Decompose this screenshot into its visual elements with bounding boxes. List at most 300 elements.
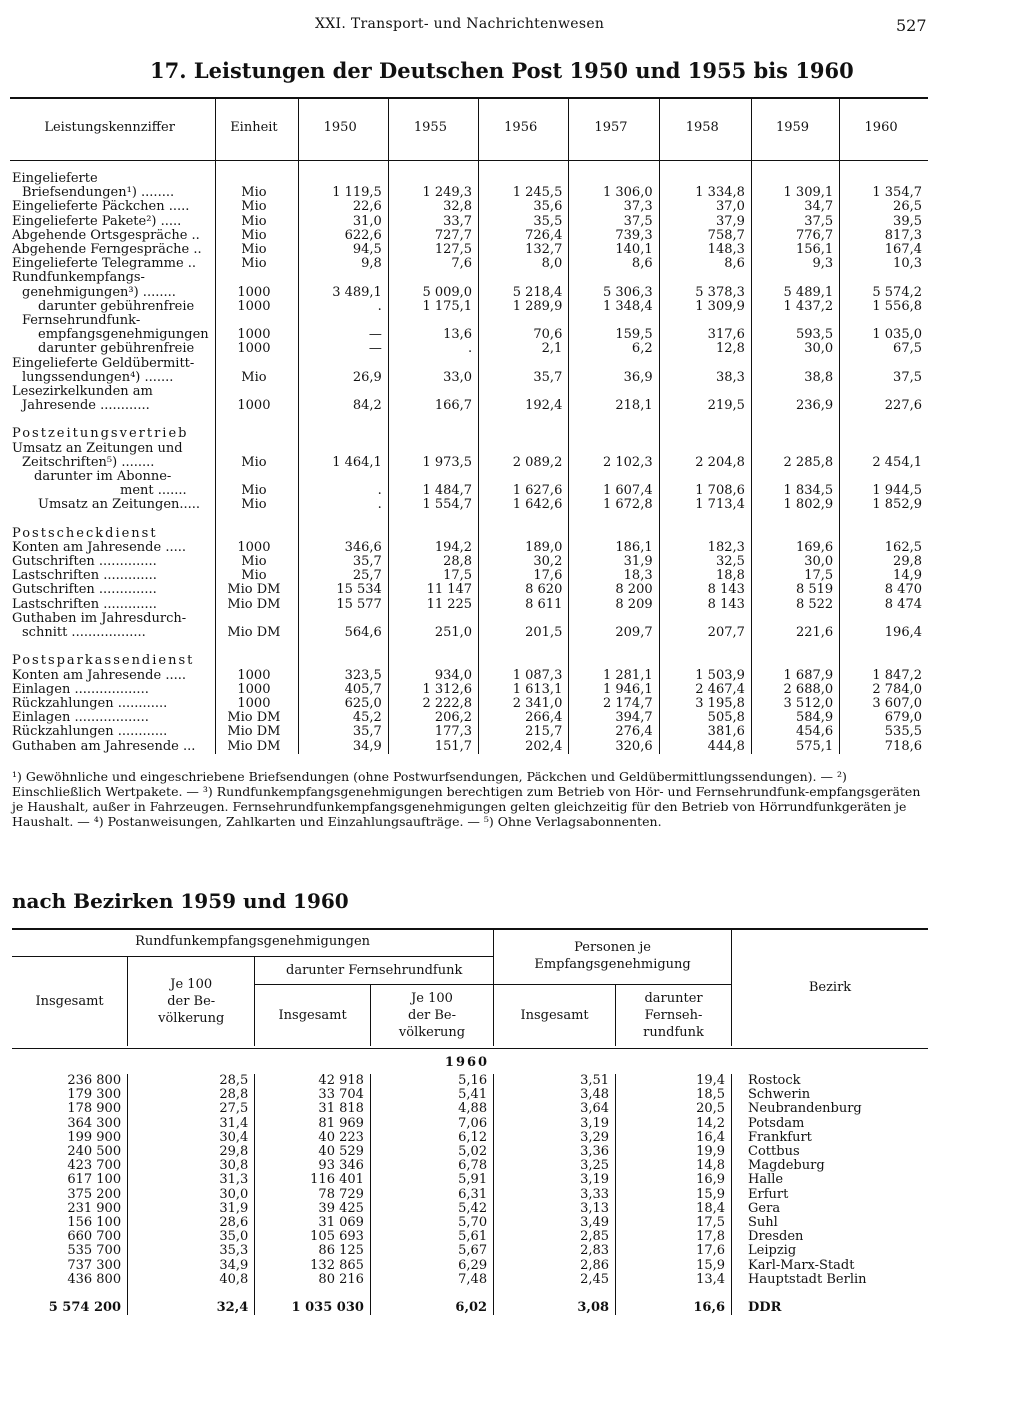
table-row — [12, 1145, 928, 1159]
value-cell: 19,9 — [616, 1145, 732, 1159]
value-cell: 16,9 — [616, 1173, 732, 1187]
value-cell: 37,3 — [569, 200, 659, 214]
value-cell: 5,91 — [370, 1173, 493, 1187]
value-cell: 1 973,5 — [388, 456, 478, 470]
row-label: schnitt .................. — [22, 625, 146, 641]
value-cell: 317,6 — [659, 328, 751, 342]
value-cell: 28,8 — [128, 1088, 255, 1102]
value-cell: 660 700 — [67, 1229, 122, 1245]
row-label: genehmigungen³) ........ — [22, 284, 176, 300]
row-label: Briefsendungen¹) ........ — [22, 185, 175, 201]
value-cell: 84,2 — [298, 399, 388, 413]
value-cell: . — [388, 342, 478, 356]
value-cell: 251,0 — [388, 626, 478, 640]
value-cell: 40,8 — [128, 1273, 255, 1287]
value-cell: 28,6 — [128, 1216, 255, 1230]
unit-cell: Mio DM — [216, 626, 298, 640]
spacer-row — [10, 513, 928, 527]
value-cell: 737 300 — [67, 1257, 122, 1273]
value-cell: 178 900 — [67, 1101, 122, 1117]
value-cell: 31,4 — [128, 1117, 255, 1131]
value-cell: 1 249,3 — [388, 186, 478, 200]
table-row — [12, 1259, 928, 1273]
value-cell: 30,8 — [128, 1159, 255, 1173]
value-cell: 934,0 — [388, 669, 478, 683]
value-cell: 3,19 — [494, 1173, 616, 1187]
row-label-line1: Eingelieferte Geldübermitt- — [12, 355, 195, 371]
value-cell: 5 378,3 — [659, 286, 751, 300]
value-cell: 15,9 — [616, 1259, 732, 1273]
value-cell: 15 534 — [298, 583, 388, 597]
value-cell: 231 900 — [67, 1200, 122, 1216]
row-label: Gutschriften .............. — [12, 554, 157, 570]
value-cell: 1 087,3 — [479, 669, 569, 683]
value-cell: 227,6 — [840, 399, 928, 413]
unit-cell: 1000 — [216, 328, 298, 342]
total-value: 1 035 030 — [255, 1287, 371, 1315]
value-cell: 35,7 — [298, 555, 388, 569]
value-cell: 1 309,9 — [659, 300, 751, 314]
table-row — [10, 484, 928, 498]
value-cell: 10,3 — [840, 257, 928, 271]
table-row — [10, 669, 928, 683]
value-cell: 8,6 — [569, 257, 659, 271]
table-row — [10, 300, 928, 314]
value-cell: 3,33 — [494, 1188, 616, 1202]
footnote-text: ¹) Gewöhnliche und eingeschriebene Briefsendungen (ohne Postwurfsendungen, Päckchen und Geldübermittlungssendungen). — ²) Einschließlich Wertpakete. — ³) Rundfunkempfangsgenehmigungen berechtigen zum Betrieb von Hör- und Fernsehrundfunk-empfangsgeräten je Haushalt, außer in Fahrzeugen. Fernsehrundfunkempfangsgenehmigungen gelten gleichzeitig für den Betrieb von Hörrundfunkgeräten je Haushalt. — ⁴) Postanweisungen, Zahlkarten und Einzahlungsaufträge. — ⁵) Ohne Verlagsabonnenten. — [12, 769, 921, 829]
value-cell: 17,6 — [479, 569, 569, 583]
row-label-line1: Eingelieferte — [12, 171, 98, 186]
row-label-line1: Rundfunkempfangs- — [12, 270, 145, 286]
value-cell: 5,02 — [370, 1145, 493, 1159]
bezirk-name: Erfurt — [732, 1188, 928, 1202]
value-cell: 5 306,3 — [569, 286, 659, 300]
value-cell: 201,5 — [479, 626, 569, 640]
row-label: Eingelieferte Telegramme .. — [12, 256, 197, 272]
value-cell: 6,29 — [370, 1259, 493, 1273]
value-cell: 215,7 — [479, 725, 569, 739]
value-cell: 1 802,9 — [751, 498, 839, 512]
value-cell: 35,6 — [479, 200, 569, 214]
value-cell: 8 474 — [840, 598, 928, 612]
value-cell: 30,0 — [751, 342, 839, 356]
value-cell: 679,0 — [840, 711, 928, 725]
bezirk-name: Magdeburg — [732, 1159, 928, 1173]
value-cell: 2 784,0 — [840, 683, 928, 697]
value-cell: 2,83 — [494, 1244, 616, 1258]
value-cell: 17,5 — [388, 569, 478, 583]
value-cell: 42 918 — [255, 1074, 371, 1088]
unit-cell: 1000 — [216, 683, 298, 697]
value-cell: 14,9 — [840, 569, 928, 583]
value-cell: 27,5 — [128, 1102, 255, 1116]
col-header: Leistungskennziffer — [44, 119, 175, 135]
unit-cell: Mio DM — [216, 583, 298, 597]
value-cell: 5,16 — [370, 1074, 493, 1088]
row-label: Jahresende ............ — [22, 398, 150, 414]
value-cell: 776,7 — [751, 229, 839, 243]
page-number: 527 — [896, 16, 927, 35]
value-cell: 3,49 — [494, 1216, 616, 1230]
bezirk-name: Neubrandenburg — [732, 1102, 928, 1116]
chapter-title: XXI. Transport- und Nachrichtenwesen — [315, 16, 605, 32]
value-cell: 394,7 — [569, 711, 659, 725]
table-row — [10, 541, 928, 555]
value-cell: 323,5 — [298, 669, 388, 683]
value-cell: 2 222,8 — [388, 697, 478, 711]
table2-title: nach Bezirken 1959 und 1960 — [12, 889, 349, 913]
col-header: Einheit — [216, 98, 298, 158]
value-cell: 564,6 — [298, 626, 388, 640]
value-cell: 11 147 — [388, 583, 478, 597]
value-cell: 4,88 — [370, 1102, 493, 1116]
row-label: Einlagen .................. — [12, 710, 149, 726]
value-cell: 1 348,4 — [569, 300, 659, 314]
value-cell: 320,6 — [569, 740, 659, 754]
value-cell: 12,8 — [659, 342, 751, 356]
value-cell: 105 693 — [255, 1230, 371, 1244]
value-cell: 3,13 — [494, 1202, 616, 1216]
table-row — [10, 257, 928, 271]
value-cell: 1 354,7 — [840, 186, 928, 200]
value-cell: 17,5 — [751, 569, 839, 583]
unit-cell: Mio — [216, 200, 298, 214]
total-label: DDR — [732, 1287, 928, 1315]
unit-cell: 1000 — [216, 697, 298, 711]
value-cell: 758,7 — [659, 229, 751, 243]
header-p-fernseh: darunter Fernseh- rundfunk — [616, 984, 732, 1046]
value-cell: 38,8 — [751, 371, 839, 385]
value-cell: 505,8 — [659, 711, 751, 725]
value-cell: 159,5 — [569, 328, 659, 342]
value-cell: 81 969 — [255, 1117, 371, 1131]
col-header: 1957 — [569, 98, 659, 158]
value-cell: 3 512,0 — [751, 697, 839, 711]
value-cell: 26,5 — [840, 200, 928, 214]
bezirk-name: Potsdam — [732, 1117, 928, 1131]
value-cell: 266,4 — [479, 711, 569, 725]
value-cell: 1 309,1 — [751, 186, 839, 200]
unit-cell: Mio — [216, 484, 298, 498]
table-row — [10, 328, 928, 342]
value-cell: 5,41 — [370, 1088, 493, 1102]
value-cell: 8 200 — [569, 583, 659, 597]
value-cell: 1 687,9 — [751, 669, 839, 683]
value-cell: 2 174,7 — [569, 697, 659, 711]
label-row — [10, 271, 928, 285]
value-cell: 584,9 — [751, 711, 839, 725]
value-cell: 182,3 — [659, 541, 751, 555]
value-cell: 9,3 — [751, 257, 839, 271]
unit-cell: Mio — [216, 229, 298, 243]
value-cell: 2 285,8 — [751, 456, 839, 470]
value-cell: 156 100 — [67, 1215, 122, 1231]
unit-cell: 1000 — [216, 669, 298, 683]
value-cell: 1 556,8 — [840, 300, 928, 314]
row-label-line1: Lesezirkelkunden am — [12, 384, 153, 400]
value-cell: 189,0 — [479, 541, 569, 555]
table-row — [12, 1074, 928, 1088]
value-cell: 454,6 — [751, 725, 839, 739]
value-cell: 2 688,0 — [751, 683, 839, 697]
row-label: Einlagen .................. — [12, 681, 149, 697]
value-cell: 381,6 — [659, 725, 751, 739]
value-cell: 1 281,1 — [569, 669, 659, 683]
value-cell: 444,8 — [659, 740, 751, 754]
value-cell: 28,5 — [128, 1074, 255, 1088]
value-cell: 31 069 — [255, 1216, 371, 1230]
section-title: Postzeitungsvertrieb — [12, 426, 189, 442]
bezirk-name: Leipzig — [732, 1244, 928, 1258]
value-cell: 29,8 — [128, 1145, 255, 1159]
section-title: Postscheckdienst — [12, 525, 158, 541]
value-cell: 1 484,7 — [388, 484, 478, 498]
value-cell: 3,29 — [494, 1131, 616, 1145]
header-bezirk: Bezirk — [732, 928, 928, 1046]
row-label: Rückzahlungen ............ — [12, 724, 168, 740]
value-cell: 28,8 — [388, 555, 478, 569]
unit-cell: Mio — [216, 371, 298, 385]
table-row — [12, 1244, 928, 1258]
value-cell: 18,8 — [659, 569, 751, 583]
value-cell: 1 306,0 — [569, 186, 659, 200]
value-cell: 45,2 — [298, 711, 388, 725]
row-label: empfangsgenehmigungen — [38, 327, 209, 343]
value-cell: 240 500 — [67, 1144, 122, 1160]
value-cell: 2,86 — [494, 1259, 616, 1273]
value-cell: 196,4 — [840, 626, 928, 640]
value-cell: 423 700 — [67, 1158, 122, 1174]
value-cell: 1 834,5 — [751, 484, 839, 498]
value-cell: 1 708,6 — [659, 484, 751, 498]
value-cell: 219,5 — [659, 399, 751, 413]
value-cell: 727,7 — [388, 229, 478, 243]
value-cell: 13,4 — [616, 1273, 732, 1287]
table2 — [12, 928, 928, 1315]
table-row — [10, 725, 928, 739]
value-cell: 30,0 — [128, 1188, 255, 1202]
value-cell: 575,1 — [751, 740, 839, 754]
value-cell: 80 216 — [255, 1273, 371, 1287]
value-cell: 1 503,9 — [659, 669, 751, 683]
value-cell: 17,6 — [616, 1244, 732, 1258]
label-row — [10, 314, 928, 328]
value-cell: 25,7 — [298, 569, 388, 583]
value-cell: 32,8 — [388, 200, 478, 214]
value-cell: 1 946,1 — [569, 683, 659, 697]
value-cell: 346,6 — [298, 541, 388, 555]
value-cell: 5 574,2 — [840, 286, 928, 300]
row-label: Zeitschriften⁵) ........ — [22, 454, 155, 470]
value-cell: 8,6 — [659, 257, 751, 271]
value-cell: 179 300 — [67, 1087, 122, 1103]
spacer-row — [10, 413, 928, 427]
value-cell: 817,3 — [840, 229, 928, 243]
label-row — [10, 442, 928, 456]
value-cell: 8 522 — [751, 598, 839, 612]
table-row — [12, 1230, 928, 1244]
value-cell: 192,4 — [479, 399, 569, 413]
value-cell: 5,67 — [370, 1244, 493, 1258]
value-cell: 162,5 — [840, 541, 928, 555]
value-cell: 86 125 — [255, 1244, 371, 1258]
value-cell: 1 464,1 — [298, 456, 388, 470]
unit-cell: Mio — [216, 243, 298, 257]
value-cell: 31,0 — [298, 215, 388, 229]
header-je100: Je 100 der Be- völkerung — [128, 956, 255, 1046]
table1-header-row — [10, 98, 928, 158]
header-rundfunk: Rundfunkempfangsgenehmigungen — [12, 928, 494, 956]
label-row — [10, 612, 928, 626]
value-cell: 167,4 — [840, 243, 928, 257]
bezirk-name: Gera — [732, 1202, 928, 1216]
total-value: 5 574 200 — [48, 1299, 122, 1315]
value-cell: 40 529 — [255, 1145, 371, 1159]
value-cell: 30,2 — [479, 555, 569, 569]
spacer-row — [10, 640, 928, 654]
value-cell: 364 300 — [67, 1115, 122, 1131]
value-cell: 8 143 — [659, 583, 751, 597]
value-cell: 8 519 — [751, 583, 839, 597]
value-cell: 20,5 — [616, 1102, 732, 1116]
value-cell: 2 454,1 — [840, 456, 928, 470]
value-cell: 36,9 — [569, 371, 659, 385]
col-header: 1956 — [479, 98, 569, 158]
value-cell: 199 900 — [67, 1129, 122, 1145]
value-cell: 148,3 — [659, 243, 751, 257]
bezirk-name: Rostock — [732, 1074, 928, 1088]
value-cell: 18,4 — [616, 1202, 732, 1216]
value-cell: 37,5 — [569, 215, 659, 229]
col-header: 1959 — [751, 98, 839, 158]
footnotes — [12, 769, 928, 829]
value-cell: 3 607,0 — [840, 697, 928, 711]
value-cell: 70,6 — [479, 328, 569, 342]
value-cell: . — [298, 484, 388, 498]
col-header: 1950 — [298, 98, 388, 158]
row-label: Eingelieferte Päckchen ..... — [12, 199, 190, 215]
value-cell: 535 700 — [67, 1243, 122, 1259]
header-fs-insgesamt: Insgesamt — [255, 984, 371, 1046]
row-label: darunter gebührenfreie — [38, 341, 195, 357]
value-cell: 6,31 — [370, 1188, 493, 1202]
value-cell: 617 100 — [67, 1172, 122, 1188]
value-cell: 39 425 — [255, 1202, 371, 1216]
section-row — [10, 527, 928, 541]
value-cell: 177,3 — [388, 725, 478, 739]
label-row — [10, 172, 928, 186]
value-cell: 2 102,3 — [569, 456, 659, 470]
row-label-line1: Fernsehrundfunk- — [22, 313, 141, 329]
value-cell: 156,1 — [751, 243, 839, 257]
value-cell: 30,0 — [751, 555, 839, 569]
total-row — [12, 1287, 928, 1315]
value-cell: 1 627,6 — [479, 484, 569, 498]
row-label-line1: Umsatz an Zeitungen und — [12, 440, 183, 456]
value-cell: — — [298, 342, 388, 356]
table-row — [12, 1159, 928, 1173]
value-cell: 1 613,1 — [479, 683, 569, 697]
row-label: Abgehende Ferngespräche .. — [12, 242, 202, 258]
table-row — [12, 1102, 928, 1116]
value-cell: 202,4 — [479, 740, 569, 754]
table-row — [10, 399, 928, 413]
table-row — [10, 711, 928, 725]
value-cell: 276,4 — [569, 725, 659, 739]
value-cell: 35,0 — [128, 1230, 255, 1244]
value-cell: 3,48 — [494, 1088, 616, 1102]
value-cell: 39,5 — [840, 215, 928, 229]
value-cell: 5 489,1 — [751, 286, 839, 300]
value-cell: 5 218,4 — [479, 286, 569, 300]
total-value: 16,6 — [616, 1287, 732, 1315]
value-cell: 1 312,6 — [388, 683, 478, 697]
table-row — [12, 1216, 928, 1230]
value-cell: 1 852,9 — [840, 498, 928, 512]
value-cell: 8,0 — [479, 257, 569, 271]
section-row — [10, 427, 928, 441]
row-label-line1: darunter im Abonne- — [34, 469, 172, 485]
value-cell: 15 577 — [298, 598, 388, 612]
value-cell: 3,51 — [494, 1074, 616, 1088]
value-cell: 3 195,8 — [659, 697, 751, 711]
value-cell: 1 554,7 — [388, 498, 478, 512]
table-row — [10, 740, 928, 754]
value-cell: 34,9 — [128, 1259, 255, 1273]
table-row — [10, 683, 928, 697]
unit-cell: Mio DM — [216, 711, 298, 725]
value-cell: 5 009,0 — [388, 286, 478, 300]
table-row — [10, 626, 928, 640]
value-cell: 78 729 — [255, 1188, 371, 1202]
value-cell: 132,7 — [479, 243, 569, 257]
value-cell: 206,2 — [388, 711, 478, 725]
value-cell: 2,1 — [479, 342, 569, 356]
value-cell: 127,5 — [388, 243, 478, 257]
row-label: lungssendungen⁴) ....... — [22, 369, 174, 385]
table-row — [10, 498, 928, 512]
value-cell: 132 865 — [255, 1259, 371, 1273]
table-row — [10, 186, 928, 200]
value-cell: 3,36 — [494, 1145, 616, 1159]
table-row — [10, 569, 928, 583]
value-cell: 3 489,1 — [298, 286, 388, 300]
unit-cell: Mio — [216, 498, 298, 512]
table-row — [10, 342, 928, 356]
table-row — [12, 1188, 928, 1202]
value-cell: 35,7 — [298, 725, 388, 739]
value-cell: 739,3 — [569, 229, 659, 243]
value-cell: 236 800 — [67, 1073, 122, 1088]
table-row — [10, 697, 928, 711]
value-cell: 5,70 — [370, 1216, 493, 1230]
value-cell: 207,7 — [659, 626, 751, 640]
value-cell: 116 401 — [255, 1173, 371, 1187]
value-cell: 30,4 — [128, 1131, 255, 1145]
value-cell: 31,3 — [128, 1173, 255, 1187]
value-cell: 22,6 — [298, 200, 388, 214]
value-cell: 37,0 — [659, 200, 751, 214]
value-cell: 436 800 — [67, 1271, 122, 1287]
value-cell: 34,9 — [298, 740, 388, 754]
row-label: ment ....... — [120, 483, 187, 499]
unit-cell: 1000 — [216, 399, 298, 413]
header-p-insgesamt: Insgesamt — [494, 984, 616, 1046]
value-cell: 32,5 — [659, 555, 751, 569]
value-cell: 2 204,8 — [659, 456, 751, 470]
value-cell: 8 143 — [659, 598, 751, 612]
value-cell: 31,9 — [569, 555, 659, 569]
